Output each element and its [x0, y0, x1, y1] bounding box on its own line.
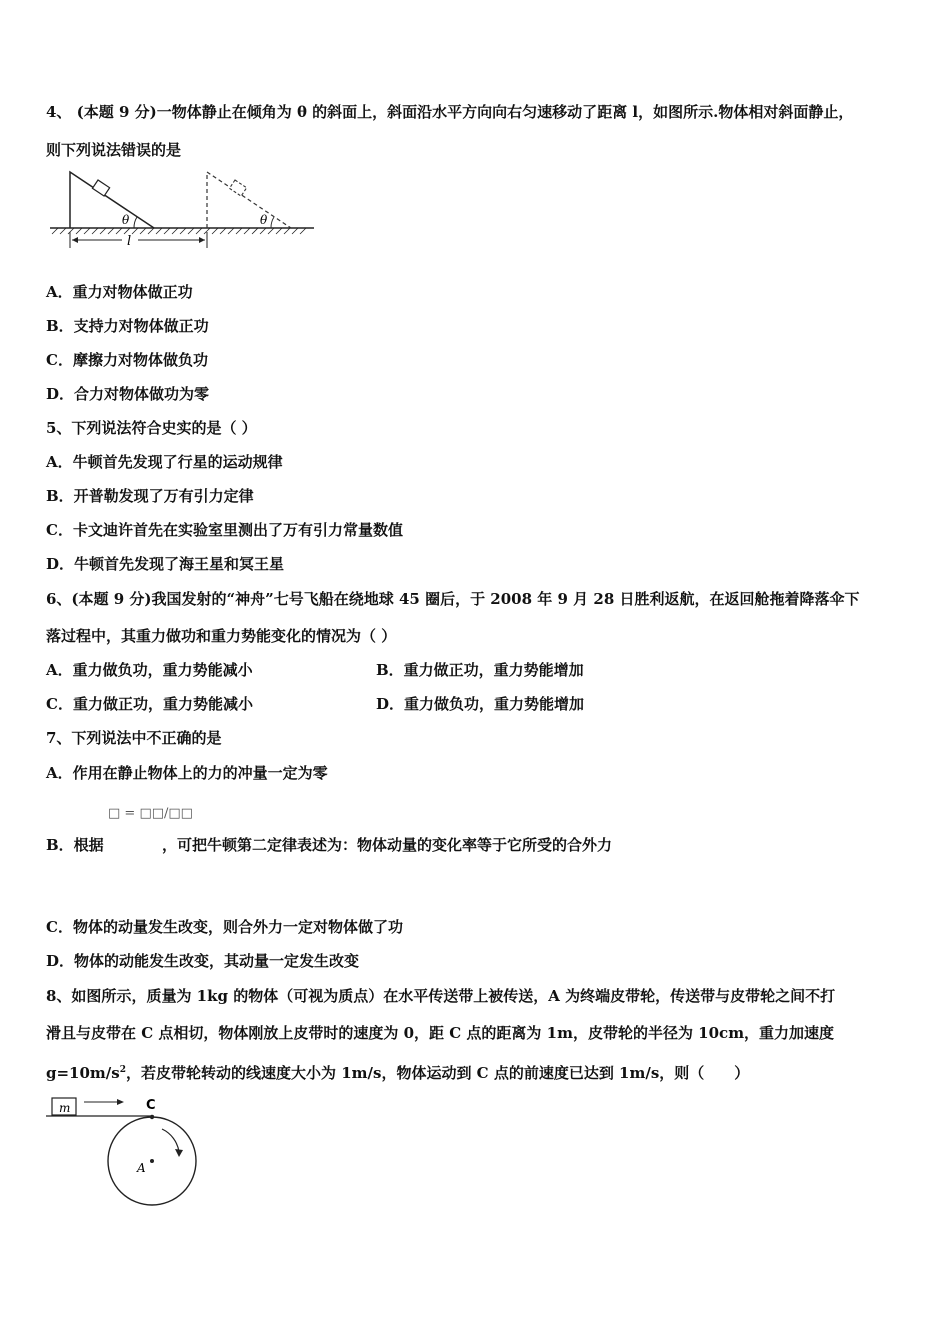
center-a-label: A: [137, 1161, 146, 1175]
theta-label-dashed: θ: [260, 213, 268, 227]
q8-stem-line2: 滑且与皮带在 C 点相切，物体刚放上皮带时的速度为 0，距 C 点的距离为 1m，皮带轮的半径为 10cm，重力加速度: [46, 1024, 835, 1042]
q8-g-exponent: 2: [119, 1065, 126, 1075]
l-label: l: [127, 234, 132, 249]
q6-option-d: D．重力做负功，重力势能增加: [376, 695, 585, 713]
q6-option-b: B．重力做正功，重力势能增加: [376, 661, 584, 679]
formula-placeholder: □ = □□/□□: [108, 806, 193, 821]
q8-stem-line3: [46, 1060, 749, 1083]
q4-stem-line2: 则下列说法错误的是: [46, 141, 182, 159]
q8-stem-line1: 8、如图所示，质量为 1kg 的物体（可视为质点）在水平传送带上被传送，A 为终端皮带轮，传送带与皮带轮之间不打: [46, 987, 836, 1005]
q4-option-c: C．摩擦力对物体做负功: [46, 351, 208, 369]
rotation-arrowhead: [175, 1149, 183, 1157]
angle-arc-dashed: [271, 217, 274, 228]
center-a-dot: [150, 1159, 154, 1163]
q5-option-b: B．开普勒发现了万有引力定律: [46, 487, 254, 505]
q4-option-b: B．支持力对物体做正功: [46, 317, 209, 335]
block-solid: [92, 180, 109, 196]
q4-option-d: D．合力对物体做功为零: [46, 385, 210, 403]
theta-label-solid: θ: [122, 213, 130, 227]
incline-figure: [46, 168, 318, 252]
ground-hatching: [52, 228, 306, 234]
q8-g-value: g=10m/s: [46, 1064, 120, 1082]
q6-stem-line2: 落过程中，其重力做功和重力势能变化的情况为（ ）: [46, 627, 397, 645]
block-dashed: [229, 180, 246, 196]
q6-stem-line1: 6、(本题 9 分)我国发射的“神舟”七号飞船在绕地球 45 圈后，于 2008 年 9 月 28 日胜利返航，在返回舱拖着降落伞下: [46, 590, 860, 608]
q7-option-b-prefix: B．根据: [46, 836, 104, 854]
q4-option-a: A．重力对物体做正功: [46, 283, 193, 301]
angle-arc-solid: [134, 217, 137, 228]
q6-option-c: C．重力做正功，重力势能减小: [46, 695, 253, 713]
incline-dashed: [207, 172, 291, 228]
q7-option-d: D．物体的动能发生改变，其动量一定发生改变: [46, 952, 360, 970]
q7-option-a: A．作用在静止物体上的力的冲量一定为零: [46, 764, 328, 782]
q4-stem-line1: 4、 (本题 9 分)一物体静止在倾角为 θ 的斜面上，斜面沿水平方向向右匀速移动了距离 l，如图所示.物体相对斜面静止，: [46, 103, 854, 121]
q7-option-b-suffix: ，可把牛顿第二定律表述为：物体动量的变化率等于它所受的合外力: [162, 836, 613, 854]
q7-stem: 7、下列说法中不正确的是: [46, 729, 222, 747]
q5-option-c: C．卡文迪许首先在实验室里测出了万有引力常量数值: [46, 521, 403, 539]
conveyor-figure: [46, 1092, 202, 1206]
point-c-dot: [150, 1115, 154, 1119]
incline-solid: [70, 172, 154, 228]
point-c-label: C: [146, 1098, 156, 1113]
q6-option-a: A．重力做负功，重力势能减小: [46, 661, 253, 679]
q5-option-a: A．牛顿首先发现了行星的运动规律: [46, 453, 283, 471]
q7-option-c: C．物体的动量发生改变，则合外力一定对物体做了功: [46, 918, 403, 936]
mass-label: m: [59, 1101, 71, 1115]
q5-option-d: D．牛顿首先发现了海王星和冥王星: [46, 555, 285, 573]
q8-stem-line3-rest: ，若皮带轮转动的线速度大小为 1m/s，物体运动到 C 点的前速度已达到 1m/s，则（ ）: [126, 1064, 750, 1082]
rotation-arc: [162, 1129, 179, 1152]
q5-stem: 5、下列说法符合史实的是（ ）: [46, 419, 257, 437]
